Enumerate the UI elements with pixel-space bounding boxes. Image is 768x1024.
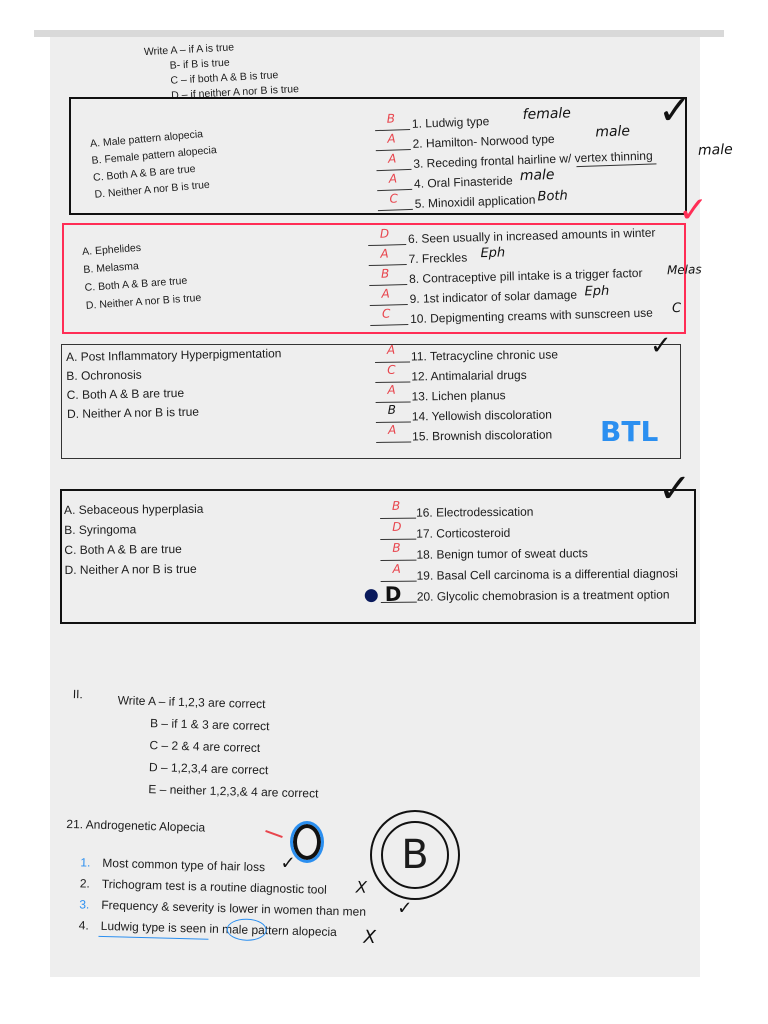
answer-mark: A	[387, 131, 396, 146]
handwritten-note: Eph	[584, 283, 610, 300]
answer-mark: B	[387, 402, 397, 417]
choice-b: B. Syringoma	[64, 522, 137, 537]
check-mark-icon: ✓	[650, 331, 672, 361]
choice-c: C. Both A & B are true	[92, 162, 197, 184]
statement-mark: ✓	[397, 897, 413, 920]
handwritten-note: male	[697, 141, 734, 159]
question-text: 18. Benign tumor of sweat ducts	[416, 546, 588, 562]
handwritten-note: Both	[537, 188, 569, 205]
part-numeral: II.	[72, 687, 84, 702]
header-line-b: B- if B is true	[169, 56, 231, 72]
statement-mark: X	[363, 926, 377, 949]
answer-mark: B	[380, 266, 390, 281]
handwritten-note: male	[595, 123, 631, 141]
statement-mark: X	[355, 877, 368, 897]
choice-a: A. Male pattern alopecia	[89, 128, 204, 150]
choice-d: D. Neither A nor B is true	[64, 561, 197, 577]
statement-number: 3.	[79, 897, 90, 912]
statement-text: Trichogram test is a routine diagnostic tool	[101, 876, 327, 897]
handwritten-note: female	[522, 105, 572, 124]
handwritten-note: Eph	[480, 245, 506, 262]
answer-mark: A	[380, 246, 389, 261]
question-text: 16. Electrodessication	[415, 504, 534, 520]
choice-c: C. Both A & B are true	[84, 274, 188, 294]
choice-a: A. Post Inflammatory Hyperpigmentation	[65, 346, 282, 364]
answer-mark: A	[387, 151, 397, 166]
header-line-c: C – if both A & B is true	[170, 69, 279, 87]
question-text: 13. Lichen planus	[411, 388, 506, 404]
question-text: 17. Corticosteroid	[416, 525, 511, 541]
question-text: 14. Yellowish discoloration	[411, 407, 553, 424]
btl-stamp: BTL	[600, 415, 659, 448]
answer-mark: B	[386, 111, 396, 126]
scribble-icon	[290, 821, 324, 863]
instruction-line: C – 2 & 4 are correct	[149, 738, 261, 755]
answer-mark: D	[392, 519, 402, 534]
instruction-line: D – 1,2,3,4 are correct	[148, 760, 269, 778]
instruction-line: E – neither 1,2,3,& 4 are correct	[148, 782, 319, 801]
choice-a: A. Ephelides	[81, 241, 142, 258]
answer-mark: A	[392, 561, 401, 576]
check-mark-icon: ✓	[658, 466, 692, 512]
circled-answer	[370, 810, 460, 900]
choice-d: D. Neither A nor B is true	[85, 291, 202, 312]
statement-text: Most common type of hair loss	[102, 855, 266, 875]
question-text: 1. Ludwig type	[411, 114, 490, 131]
instruction-line: Write A – if 1,2,3 are correct	[117, 693, 266, 712]
circled-answer-letter: B	[401, 832, 429, 878]
answer-mark: C	[389, 191, 399, 206]
question-text: 8. Contraceptive pill intake is a trigger factor	[408, 265, 643, 286]
answer-mark: C	[381, 306, 391, 321]
answer-mark: A	[386, 342, 396, 357]
question-text: 19. Basal Cell carcinoma is a differential diagnosi	[416, 566, 678, 583]
choice-d: D. Neither A nor B is true	[66, 404, 200, 421]
question-text: 7. Freckles	[408, 250, 468, 266]
choice-b: B. Melasma	[83, 260, 140, 276]
choice-c: C. Both A & B are true	[64, 541, 182, 557]
instruction-line: B – if 1 & 3 are correct	[149, 716, 270, 734]
circled-word	[226, 918, 267, 941]
handwritten-note: C	[671, 300, 682, 317]
handwritten-note: Melas	[666, 262, 702, 278]
answer-mark: A	[388, 171, 398, 186]
check-mark-icon: ✓	[658, 88, 692, 134]
question-text: 11. Tetracycline chronic use	[410, 347, 559, 364]
header-line-d: D – if neither A nor B is true	[170, 83, 300, 102]
question-text: 6. Seen usually in increased amounts in winter	[407, 225, 656, 247]
choice-c: C. Both A & B are true	[66, 385, 185, 402]
answer-mark: C	[387, 362, 396, 377]
answer-mark: D	[384, 581, 402, 606]
statement-number: 4.	[78, 918, 89, 933]
statement-mark: ✓	[280, 852, 296, 874]
choice-d: D. Neither A nor B is true	[94, 178, 211, 201]
answer-mark: A	[387, 382, 396, 397]
header-line-a: Write A – if A is true	[143, 41, 235, 59]
statement-number: 2.	[79, 876, 91, 891]
statement-text: Frequency & severity is lower in women than men	[101, 897, 367, 919]
answer-mark: A	[381, 286, 390, 301]
question-text: 4. Oral Finasteride	[413, 173, 513, 191]
choice-b: B. Ochronosis	[66, 367, 142, 383]
check-mark-icon: ✓	[678, 190, 709, 231]
choice-a: A. Sebaceous hyperplasia	[63, 501, 204, 517]
question-text: 20. Glycolic chemobrasion is a treatment option	[416, 587, 670, 604]
answer-mark: D	[379, 226, 390, 241]
answer-mark: A	[387, 422, 397, 437]
question-21: 21. Androgenetic Alopecia	[66, 816, 206, 835]
question-text: 10. Depigmenting creams with sunscreen use	[409, 305, 654, 326]
question-text: 9. 1st indicator of solar damage	[409, 287, 578, 306]
answer-mark: B	[391, 498, 401, 513]
question-text: 2. Hamilton- Norwood type	[412, 131, 555, 151]
statement-number: 1.	[80, 855, 91, 870]
handwritten-note: male	[519, 166, 555, 185]
exam-page	[50, 37, 734, 977]
statement-text: Ludwig type is seen in male pattern alopecia	[100, 918, 338, 940]
choice-b: B. Female pattern alopecia	[91, 144, 218, 167]
answer-mark: B	[392, 540, 401, 555]
question-text: 12. Antimalarial drugs	[411, 367, 527, 384]
question-text: 5. Minoxidil application	[414, 192, 536, 211]
question-text: 15. Brownish discoloration	[412, 427, 553, 444]
question-text: 3. Receding frontal hairline w/ vertex thinning	[413, 148, 653, 171]
